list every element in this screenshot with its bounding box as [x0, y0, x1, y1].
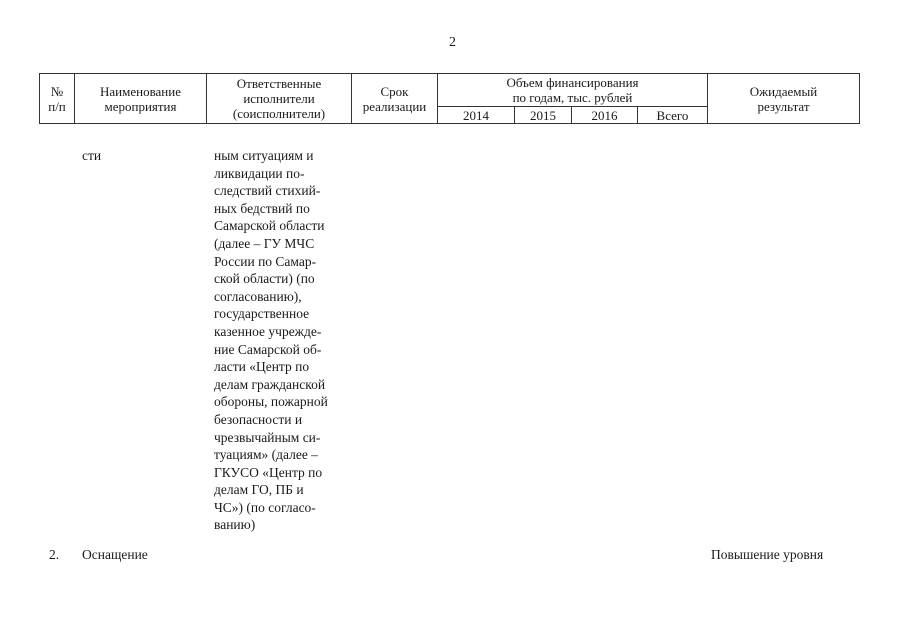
header-name-cell — [75, 74, 207, 124]
header-result-cell — [708, 74, 860, 124]
header-funding: Объем финансирования по годам, тыс. рублей — [506, 75, 639, 105]
row2-number: 2. — [49, 547, 60, 562]
header-term-cell — [352, 74, 438, 124]
row2-name: Оснащение — [82, 547, 148, 562]
row1-executors-continuation: ным ситуациям и ликвидации по- следствий стихий- ных бедствий по Самарской области (далее – ГУ МЧС России по Самар- ской области) (по согласованию), государственное казенное учрежде- ние Самарской об- ласти «Центр по делам гражданской обороны, пожарной безопасности и чрезвычайным си- туациям» (далее – ГКУСО «Центр по делам ГО, ПБ и ЧС») (по согласо- ванию) — [214, 148, 328, 533]
row1-name-continuation: сти — [82, 148, 102, 163]
header-year-2015: 2015 — [515, 107, 572, 124]
table-header — [39, 73, 860, 124]
header-result: Ожидаемый результат — [749, 83, 818, 114]
page-number: 2 — [449, 35, 456, 50]
header-term: Срок реализации — [362, 83, 427, 114]
header-funding-cell — [438, 74, 708, 107]
header-year-2016: 2016 — [572, 107, 638, 124]
header-number-cell — [40, 74, 75, 124]
header-year-total: Всего — [638, 107, 708, 124]
header-year-2014: 2014 — [438, 107, 515, 124]
header-number: № п/п — [48, 83, 66, 114]
row2-result: Повышение уровня — [711, 547, 824, 562]
header-executors-cell — [207, 74, 352, 124]
header-executors: Ответственные исполнители (соисполнители) — [232, 76, 326, 121]
header-name: Наименование мероприятия — [100, 83, 181, 114]
